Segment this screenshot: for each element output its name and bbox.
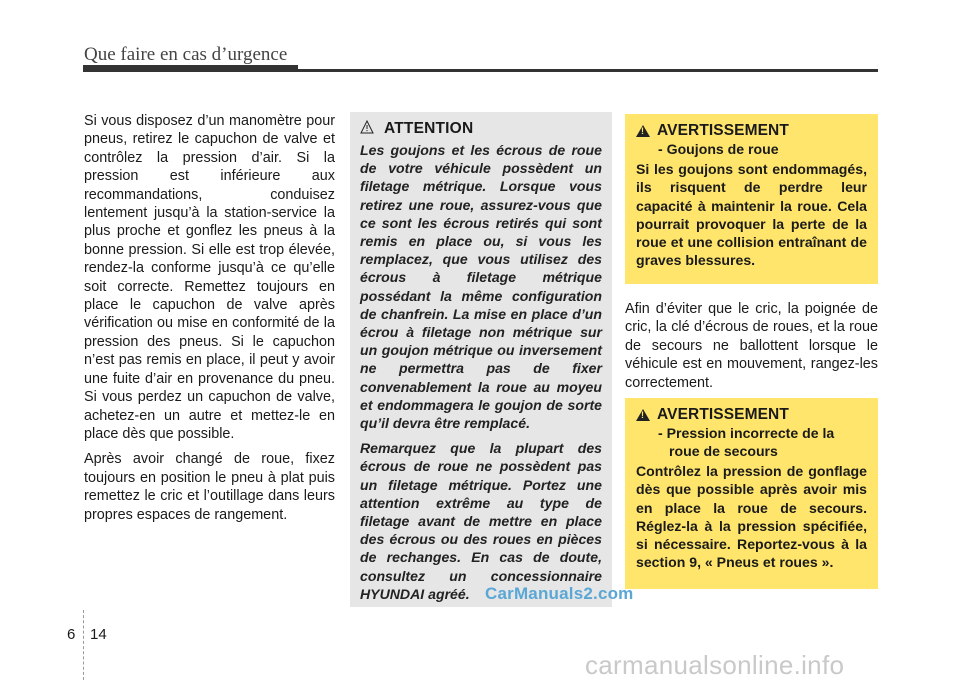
body-paragraph: Après avoir changé de roue, fixez toujours en position le pneu à plat puis remettez le cric et l’outillage dans leurs propres espaces de rangement.: [84, 451, 335, 523]
body-paragraph: Si vous disposez d’un manomètre pour pneus, retirez le capuchon de valve et contrôlez la pression d’air. Si la pression est inférieure aux recommandations, conduisez lentement jusqu’à la station-service la plus proche et gonflez les pneus à la bonne pression. Si elle est trop élevée, rendez-la conforme jusqu’à ce qu’elle soit correcte. Remettez toujours en place le capuchon de valve après vérification ou mise en conformité de la pression des pneus. Si le capuchon n’est pas remis en place, il peut y avoir une fuite d’air en provenance du pneu. Si vous perdez un capuchon de valve, achetez-en un autre et mettez-le en place dès que possible.: [84, 113, 335, 442]
column-right-text: [625, 300, 878, 399]
chapter-number: 6: [67, 626, 76, 643]
warning-triangle-filled-icon: [636, 125, 650, 137]
warning-body: Contrôlez la pression de gonflage dès que possible après avoir mis en place la roue de secours. Réglez-la à la pression spécifiée, si nécessaire. Reportez-vous à la section 9, « Pneus et roues ».: [636, 463, 867, 571]
warning-header: [636, 122, 867, 140]
attention-body: [360, 141, 602, 603]
warning-triangle-filled-icon: [636, 409, 650, 421]
warning-triangle-outline-icon: [360, 120, 374, 138]
page-header-title: Que faire en cas d’urgence: [84, 44, 288, 65]
footer-divider: [83, 610, 85, 680]
warning-box-spare-pressure: [625, 398, 878, 589]
warning-title: AVERTISSEMENT: [657, 406, 789, 423]
header-rule: [83, 69, 878, 72]
watermark-carmanualsonline: carmanualsonline.info: [585, 650, 845, 680]
warning-subtitle: - Goujons de roue: [658, 141, 779, 157]
attention-paragraph: Remarquez que la plupart des écrous de roue ne possèdent pas un filetage métrique. Portez une attention extrême au type de filetage avant de mettre en place des écrous ou des roues en pièces de rechanges. En cas de doute, consultez un concessionnaire HYUNDAI agréé.: [360, 440, 602, 602]
warning-box-wheel-studs: [625, 114, 878, 284]
warning-header: [636, 406, 867, 424]
page-number: 14: [90, 626, 107, 643]
body-paragraph: Afin d’éviter que le cric, la poignée de cric, la clé d’écrous de roues, et la roue de secours ne ballottent lorsque le véhicule est en mouvement, rangez-les correctement.: [625, 301, 878, 391]
column-left: [84, 112, 335, 531]
warning-subtitle: - Pression incorrecte de la roue de secours: [658, 425, 835, 459]
warning-body: Si les goujons sont endommagés, ils risquent de perdre leur capacité à maintenir la roue. Cela pourrait provoquer la perte de la roue et une collision entraînant de graves blessures.: [636, 161, 867, 269]
watermark-carmanuals2: CarManuals2.com: [485, 584, 634, 603]
attention-paragraph: Les goujons et les écrous de roue de votre véhicule possèdent un filetage métrique. Lorsque vous retirez une roue, assurez-vous que ce sont les écrous retirés qui sont remis en place ou, si vous les remplacez, que vous utilisez des écrous à filetage métrique possédant la même configuration de chanfrein. La mise en place d’un écrou à filetage non métrique sur un goujon métrique ou inversement ne permettra pas de fixer convenablement la roue au moyeu et endommagera le goujon de sorte qu’il devra être remplacé.: [360, 142, 602, 432]
attention-title: ATTENTION: [384, 120, 474, 137]
attention-box: [350, 112, 612, 607]
attention-header: [360, 120, 602, 138]
warning-title: AVERTISSEMENT: [657, 122, 789, 139]
